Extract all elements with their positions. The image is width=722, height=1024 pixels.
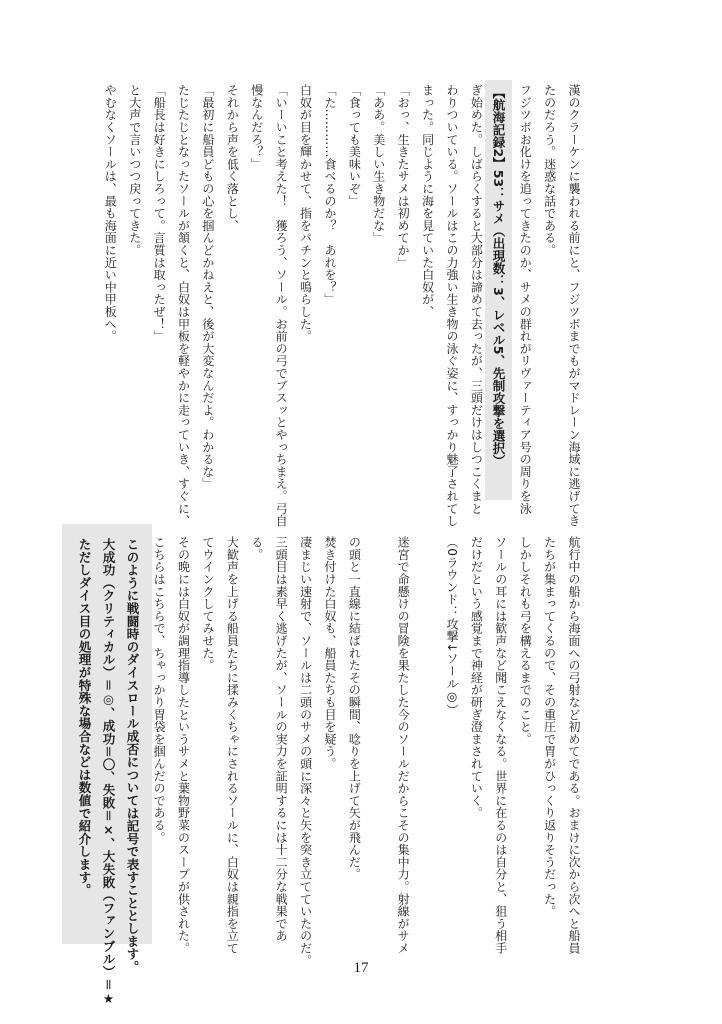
text-line: 「食っても美味いぞ」 [347,84,362,207]
note-text [72,538,144,1007]
text-line: 「おっ、生きたサメは初めてか」 [396,84,411,269]
text-line: ソールの耳には歓声など聞こえなくなる。世界に在るのは自分と、狙う相手 [493,536,508,955]
text-line: の頭と一直線に結ばれたその瞬間、唸りを上げて矢が飛んだ。 [347,536,362,881]
text-line: 大歓声を上げる船員たちに揉みくちゃにされるソールに、白奴は親指を立て [225,536,240,955]
text-line: フジツボお化けを追ってきたのか、サメの群れがリヴァーティア号の周りを泳 [518,84,533,515]
text-line: こちらはこちらで、ちゃっかり胃袋を掴んだのである。 [152,536,167,844]
note-line: ただしダイス目の処理が特殊な場合などは数値で紹介します。 [77,538,92,897]
text-line: 慢なんだろ？」 [249,84,264,171]
lower-text-block [147,536,586,967]
note-line: このように戦闘時のダイスロール成否については記号で表すこととします。 [125,538,140,974]
text-line: と大声で言いつつ戻ってきた。 [127,84,142,257]
text-line: 「ああ。美しい生き物だな」 [371,84,386,244]
text-line: やむなくソールは、最も海面に近い中甲板へ。 [103,84,118,343]
text-line: 焚き付けた白奴も、船員たちも目を疑う。 [322,536,337,770]
text-line: 航行中の船から海面への弓射など初めてである。おまけに次から次へと船員 [567,536,581,955]
upper-text-block [98,84,586,527]
text-line: てウインクしてみせた。 [200,536,215,672]
text-line: ぎ始めた。しばらくすると大部分は諦めて去ったが、三頭だけはしつこくまと [469,84,484,515]
text-line: 白奴が目を輝かせて、指をパチンと鳴らした。 [298,84,313,343]
text-line: まった。同じように海を見ていた白奴が、 [420,84,435,318]
section-heading: 【航海記録2】53：サメ（出現数：3、レベル5、先制攻撃を選択） [491,86,506,467]
text-line: わりついている。ソールはこの力強い生き物の泳ぐ姿に、すっかり魅了されてし [444,84,459,527]
text-line: 「船長は好きにしろって。言質は取ったぜ！」 [152,84,167,343]
text-line: たちが集まってくるので、その重圧で胃がひっくり返りそうだった。 [542,536,557,918]
text-line: その晩には白奴が調理指導したというサメと葉物野菜のスープが供された。 [176,536,191,955]
text-line: しかしそれも弓を構えるまでのこと。 [518,536,533,746]
round-marker: （0ラウンド：攻撃↓ソール◎） [444,536,459,717]
text-line: 迷宮で命懸けの冒険を果たした今のソールだからこその集中力。射線がサメ [396,536,411,955]
text-line: 凄まじい速射で、ソールは二頭のサメの頭に深々と矢を突き立てていたのだ。 [298,536,313,967]
text-line: それから声を低く落とし、 [225,84,240,232]
note-box [62,524,152,1007]
note-line: 大成功（クリティカル）＝◎、成功＝〇、失敗＝×、大失敗（ファンブル）＝★ [101,538,116,1007]
text-line: たじたじとなったソールが頷くと、白奴は甲板を軽やかに走っていき、すぐに、 [176,84,191,527]
text-line: 「た…………食べるのか？ あれを？」 [322,84,337,306]
text-line: だけだという感覚まで神経が研ぎ澄まされていく。 [469,536,484,819]
text-line: 「最初に船員どもの心を掴んどかねえと、後が大変なんだよ。わかるな」 [200,84,215,490]
text-line: 「いーいこと考えた！ 獲ろう、ソール。お前の弓でブスッとやっちまえ。弓自 [274,84,289,527]
text-line: 漢のクラーケンに襲われる前にと、フジツボまでもがマドレーン海域に逃げてき [567,84,581,527]
page-number: 17 [353,960,369,976]
text-line: 三頭目は素早く逃げたが、ソールの実力を証明するには十二分な戦果であ [274,536,289,942]
text-line: たのだろう。迷惑な話である。 [542,84,557,257]
text-line: る。 [249,536,264,561]
section-heading-band [485,80,512,500]
